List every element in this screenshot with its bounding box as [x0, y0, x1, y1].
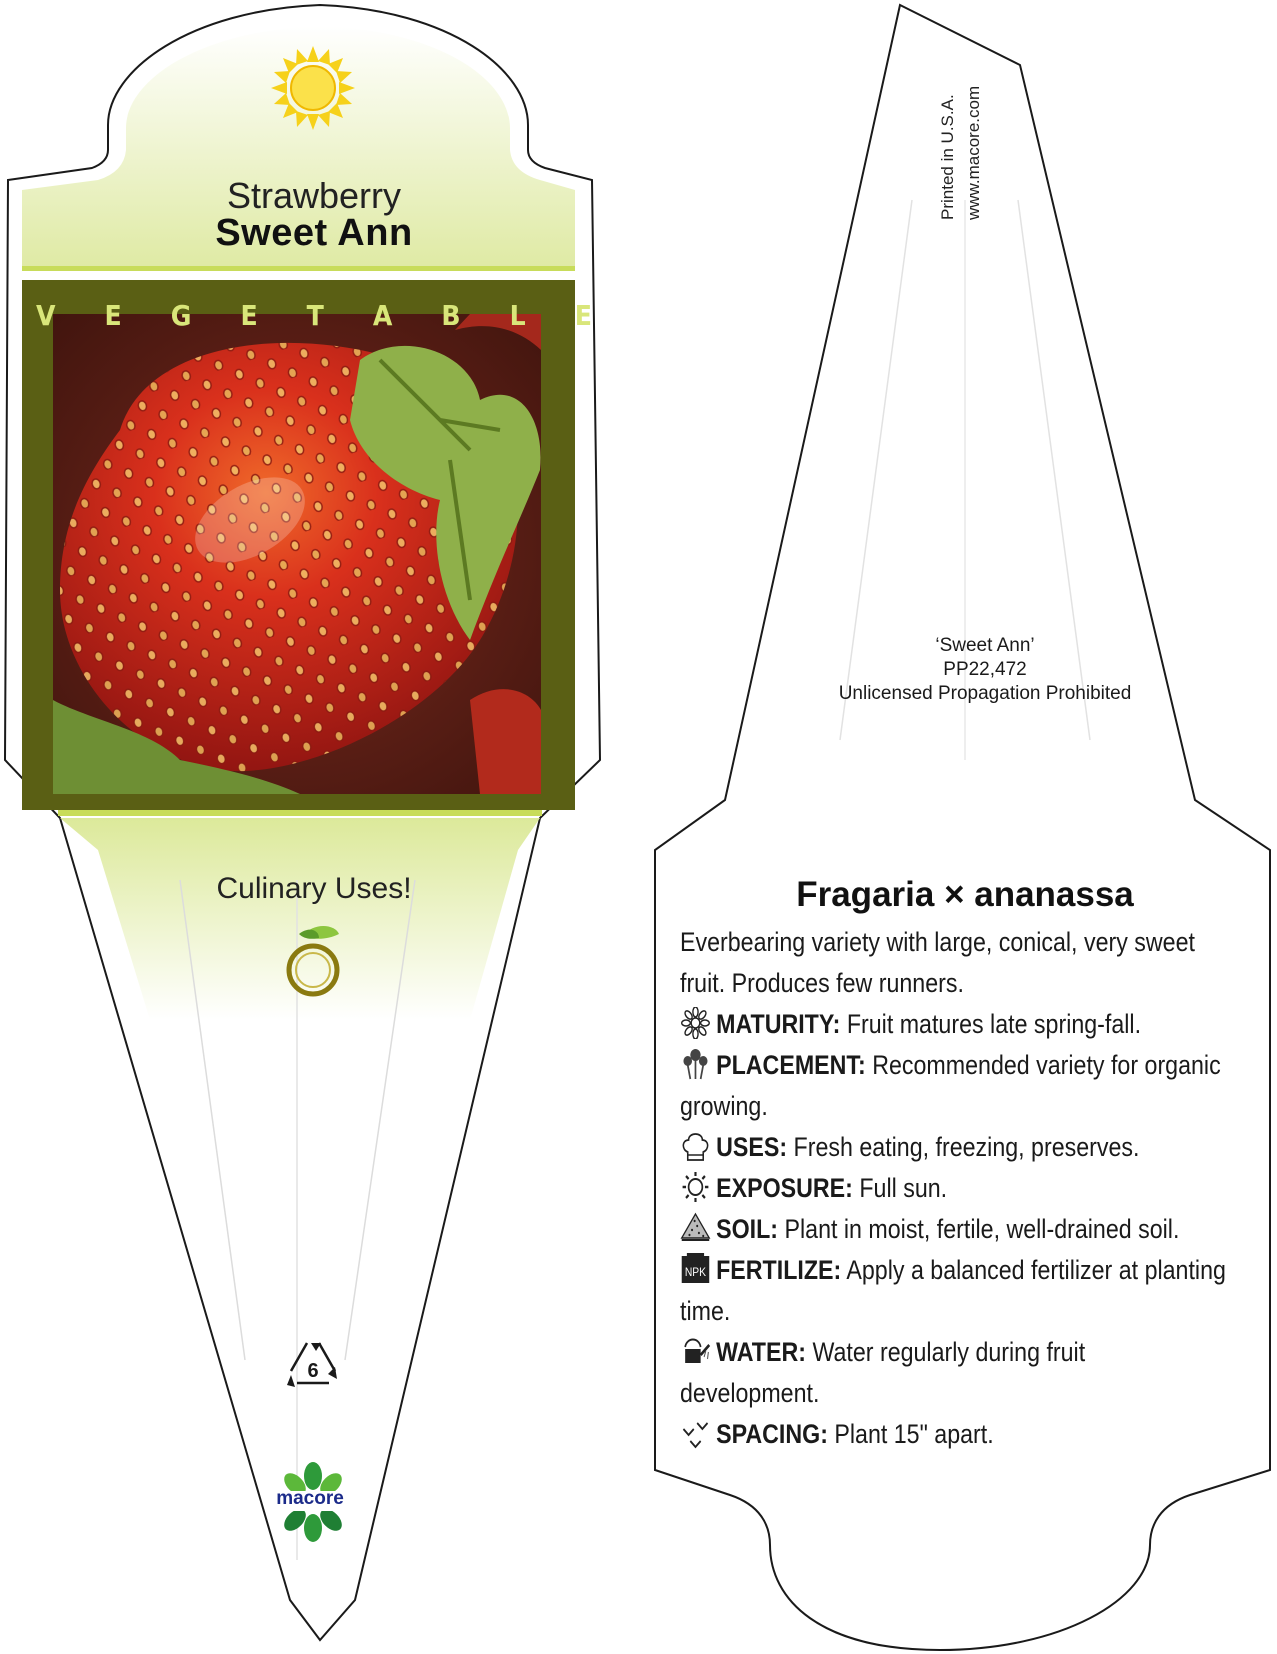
care-item-fertilize	[680, 1250, 1230, 1332]
care-item-maturity	[680, 1004, 1187, 1045]
plants-icon	[680, 1048, 711, 1080]
spacing-icon	[680, 1417, 711, 1449]
watering-can-icon	[680, 1335, 711, 1367]
printed-in: Printed in U.S.A.	[938, 94, 957, 220]
care-text: Plant 15" apart.	[834, 1419, 994, 1449]
care-label: EXPOSURE:	[716, 1173, 853, 1203]
care-text: Fruit matures late spring-fall.	[846, 1009, 1142, 1039]
variety-name: Sweet Ann	[215, 212, 413, 254]
plant-name: Strawberry	[226, 175, 402, 216]
patent-name: ‘Sweet Ann’	[935, 635, 1035, 656]
sun-icon	[680, 1171, 711, 1203]
category-letter: T	[306, 298, 324, 332]
recycle-code: 6	[307, 1360, 319, 1382]
brand-name: macore	[276, 1488, 344, 1509]
category-letter: E	[574, 298, 592, 332]
soil-icon	[680, 1212, 711, 1244]
care-text: Full sun.	[859, 1173, 948, 1203]
chef-hat-icon	[680, 1130, 711, 1162]
strawberry-photo	[53, 314, 541, 794]
flower-icon	[680, 1007, 711, 1039]
patent-number: PP22,472	[943, 659, 1027, 680]
care-label: SPACING:	[716, 1419, 828, 1449]
care-text: Water regularly during fruit development.	[680, 1337, 1086, 1408]
description: Everbearing variety with large, conical, very sweet fruit. Produces few runners.	[680, 927, 1195, 998]
care-label: FERTILIZE:	[716, 1255, 842, 1285]
category-letter: L	[509, 298, 526, 332]
care-item-placement	[680, 1045, 1230, 1127]
category-letter: G	[170, 298, 192, 332]
care-label: WATER:	[716, 1337, 806, 1367]
category-letter: E	[104, 298, 122, 332]
sun-icon	[271, 46, 355, 130]
care-item-soil	[680, 1209, 1187, 1250]
care-label: PLACEMENT:	[716, 1050, 866, 1080]
feature-text: Culinary Uses!	[216, 872, 412, 905]
website: www.macore.com	[964, 85, 983, 220]
category-letter: E	[240, 298, 258, 332]
care-text: Plant in moist, fertile, well-drained soil.	[784, 1214, 1180, 1244]
category-letter: V	[36, 298, 56, 332]
patent-notice: Unlicensed Propagation Prohibited	[838, 683, 1132, 704]
care-item-uses	[680, 1127, 1187, 1168]
care-item-water	[680, 1332, 1230, 1414]
care-text: Apply a balanced fertilizer at planting time.	[680, 1255, 1226, 1326]
npk-icon	[680, 1253, 711, 1285]
care-label: USES:	[716, 1132, 788, 1162]
botanical-name: Fragaria × ananassa	[796, 875, 1134, 914]
care-text: Fresh eating, freezing, preserves.	[793, 1132, 1140, 1162]
svg-text:NPK: NPK	[684, 1266, 707, 1280]
care-label: MATURITY:	[716, 1009, 841, 1039]
category-letter: A	[372, 298, 393, 332]
category-letter: B	[441, 298, 461, 332]
care-item-spacing	[680, 1414, 1187, 1455]
care-item-exposure	[680, 1168, 1187, 1209]
care-instructions	[680, 922, 1226, 1455]
care-text: Recommended variety for organic growing.	[680, 1050, 1221, 1121]
care-label: SOIL:	[716, 1214, 779, 1244]
category-label	[22, 296, 606, 334]
